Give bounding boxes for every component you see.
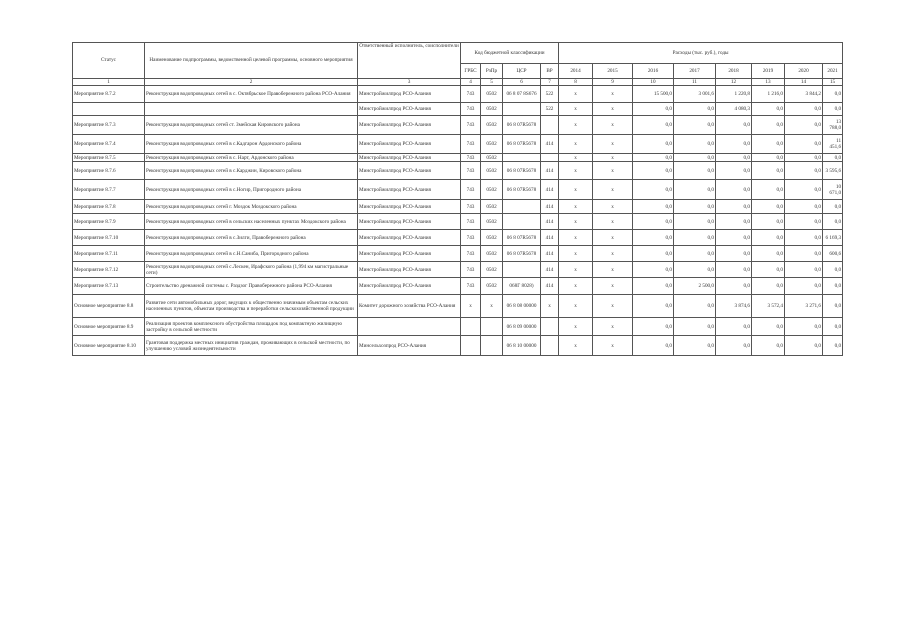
cell-year-value: 0,0 [785, 336, 823, 356]
cell-rzpr: 0502 [481, 86, 503, 103]
cell-grbs: 743 [461, 230, 481, 246]
cell-year-value: x [559, 103, 593, 116]
cell-year-value: 0,0 [716, 162, 752, 180]
cell-year-value: x [593, 262, 633, 278]
cell-status [73, 103, 145, 116]
cell-status: Мероприятие 8.7.10 [73, 230, 145, 246]
cell-name: Реконструкция водопроводных сетей ст. Змейская Кировского района [145, 116, 358, 135]
column-number: 12 [716, 79, 752, 86]
cell-responsible [358, 318, 461, 336]
header-year: 2021 [823, 64, 843, 79]
cell-grbs: 743 [461, 200, 481, 214]
cell-responsible: Минстройжилпрод РСО-Алания [358, 162, 461, 180]
cell-csr: 06 8 08 00000 [503, 295, 541, 318]
cell-year-value: x [559, 262, 593, 278]
cell-vr: x [541, 295, 559, 318]
cell-rzpr [481, 318, 503, 336]
cell-vr: 414 [541, 278, 559, 295]
cell-year-value: 0,0 [752, 262, 785, 278]
cell-year-value: 0,0 [674, 295, 716, 318]
column-number: 2 [145, 79, 358, 86]
cell-year-value: 0,0 [674, 200, 716, 214]
cell-rzpr: 0502 [481, 230, 503, 246]
cell-vr [541, 154, 559, 162]
cell-responsible: Минстройжилпрод РСО-Алания [358, 180, 461, 200]
cell-year-value: 0,0 [785, 318, 823, 336]
header-year: 2015 [593, 64, 633, 79]
cell-grbs: 743 [461, 262, 481, 278]
cell-vr [541, 336, 559, 356]
cell-year-value: x [559, 162, 593, 180]
cell-year-value: 0,0 [823, 154, 843, 162]
table-body [73, 86, 843, 356]
cell-grbs: x [461, 295, 481, 318]
column-number: 15 [823, 79, 843, 86]
cell-year-value: 0,0 [716, 246, 752, 262]
cell-rzpr: 0502 [481, 278, 503, 295]
cell-csr: 06 8 07R5678 [503, 180, 541, 200]
cell-rzpr: 0502 [481, 180, 503, 200]
cell-rzpr [481, 336, 503, 356]
cell-grbs: 743 [461, 180, 481, 200]
cell-year-value: 0,0 [752, 154, 785, 162]
column-number: 10 [633, 79, 674, 86]
cell-year-value: 0,0 [633, 154, 674, 162]
column-number: 14 [785, 79, 823, 86]
cell-grbs [461, 318, 481, 336]
cell-year-value: 0,0 [785, 116, 823, 135]
cell-year-value: 0,0 [785, 200, 823, 214]
cell-year-value: 0,0 [752, 246, 785, 262]
cell-year-value: 0,0 [752, 162, 785, 180]
cell-year-value: 3 271,6 [785, 295, 823, 318]
cell-rzpr: 0502 [481, 214, 503, 230]
cell-year-value: 0,0 [752, 116, 785, 135]
cell-grbs: 743 [461, 103, 481, 116]
cell-year-value: 0,0 [716, 200, 752, 214]
cell-status: Мероприятие 8.7.6 [73, 162, 145, 180]
cell-year-value: 0,0 [674, 318, 716, 336]
cell-grbs: 743 [461, 86, 481, 103]
cell-csr: 06 8 09 00000 [503, 318, 541, 336]
cell-year-value: x [593, 318, 633, 336]
cell-rzpr: 0502 [481, 262, 503, 278]
cell-year-value: 0,0 [674, 116, 716, 135]
cell-year-value: 0,0 [674, 180, 716, 200]
cell-year-value: 0,0 [785, 162, 823, 180]
header-year: 2014 [559, 64, 593, 79]
cell-year-value: 0,0 [633, 103, 674, 116]
cell-year-value: x [593, 336, 633, 356]
cell-year-value: x [593, 135, 633, 154]
cell-vr: 414 [541, 262, 559, 278]
table-row [73, 154, 843, 162]
cell-csr [503, 262, 541, 278]
cell-year-value: x [559, 230, 593, 246]
header-year: 2017 [674, 64, 716, 79]
cell-year-value: x [593, 180, 633, 200]
cell-responsible: Минстройжилпрод РСО-Алания [358, 246, 461, 262]
cell-responsible: Минстройжилпрод РСО-Алания [358, 135, 461, 154]
cell-year-value: 0,0 [752, 200, 785, 214]
cell-status: Мероприятие 8.7.12 [73, 262, 145, 278]
cell-rzpr: 0502 [481, 162, 503, 180]
cell-grbs: 743 [461, 278, 481, 295]
cell-name: Реализация проектов комплексного обустройства площадок под компактную жилищную застройку в сельской местности [145, 318, 358, 336]
cell-responsible: Минстройжилпрод РСО-Алания [358, 103, 461, 116]
cell-year-value: 15 500,0 [633, 86, 674, 103]
cell-year-value: x [559, 86, 593, 103]
cell-year-value: 0,0 [633, 278, 674, 295]
cell-year-value: 0,0 [674, 246, 716, 262]
cell-name: Строительство дренажной системы с. Раздзог Правобережного района РСО-Алания [145, 278, 358, 295]
cell-year-value: 0,0 [674, 162, 716, 180]
cell-year-value: 0,0 [633, 230, 674, 246]
cell-year-value: 0,0 [752, 103, 785, 116]
cell-year-value: 0,0 [633, 135, 674, 154]
cell-status: Мероприятие 8.7.2 [73, 86, 145, 103]
header-csr: ЦСР [503, 64, 541, 79]
cell-year-value: 0,0 [785, 103, 823, 116]
cell-name: Реконструкция водопроводных сетей в сельских населенных пунктах Моздокского района [145, 214, 358, 230]
cell-name: Реконструкция водопроводных сетей с.Лескен, Ирафского района (1,994 км магистральные сети) [145, 262, 358, 278]
cell-name: Реконструкция водопроводных сетей в с.Ногир, Пригородного района [145, 180, 358, 200]
cell-csr [503, 214, 541, 230]
cell-year-value: 0,0 [823, 200, 843, 214]
cell-year-value: 10 671,0 [823, 180, 843, 200]
cell-year-value: 0,0 [633, 262, 674, 278]
header-year: 2018 [716, 64, 752, 79]
cell-year-value: 0,0 [752, 336, 785, 356]
cell-rzpr: 0502 [481, 246, 503, 262]
cell-responsible: Минсельхозпрод РСО-Алания [358, 336, 461, 356]
header-expenses: Расходы (тыс. руб.), годы [559, 43, 843, 64]
cell-vr: 414 [541, 162, 559, 180]
cell-name: Реконструкция водопроводных сетей в с.Кадгарон Ардонского района [145, 135, 358, 154]
cell-csr [503, 103, 541, 116]
header-year: 2019 [752, 64, 785, 79]
cell-rzpr: x [481, 295, 503, 318]
cell-status: Мероприятие 8.7.8 [73, 200, 145, 214]
cell-name: Грантовая поддержка местных инициатив граждан, проживающих в сельской местности, по улучшению условий жизнедеятельности [145, 336, 358, 356]
column-number: 8 [559, 79, 593, 86]
cell-year-value: 0,0 [716, 318, 752, 336]
cell-name: Реконструкция водопроводных сетей г. Моздок Моздокского района [145, 200, 358, 214]
cell-year-value: 0,0 [823, 86, 843, 103]
cell-responsible: Минстройжилпрод РСО-Алания [358, 262, 461, 278]
cell-vr: 414 [541, 230, 559, 246]
column-number: 4 [461, 79, 481, 86]
cell-vr: 414 [541, 214, 559, 230]
cell-year-value: 0,0 [823, 262, 843, 278]
cell-year-value: x [559, 318, 593, 336]
cell-year-value: 0,0 [633, 246, 674, 262]
cell-status: Мероприятие 8.7.3 [73, 116, 145, 135]
cell-grbs: 743 [461, 162, 481, 180]
cell-vr: 414 [541, 180, 559, 200]
cell-year-value: x [593, 200, 633, 214]
header-year: 2020 [785, 64, 823, 79]
cell-responsible: Комитет дорожного хозяйства РСО-Алания [358, 295, 461, 318]
cell-responsible: Минстройжилпрод РСО-Алания [358, 230, 461, 246]
cell-year-value: x [593, 295, 633, 318]
cell-year-value: x [559, 336, 593, 356]
cell-year-value: x [593, 214, 633, 230]
cell-year-value: x [559, 246, 593, 262]
cell-name: Реконструкция водопроводных сетей в с.Карджин, Кировского района [145, 162, 358, 180]
column-numbers-row [73, 79, 843, 86]
cell-year-value: 0,0 [752, 230, 785, 246]
cell-year-value: 0,0 [633, 180, 674, 200]
cell-year-value: 0,0 [785, 154, 823, 162]
table-row [73, 103, 843, 116]
cell-year-value: 0,0 [633, 116, 674, 135]
cell-year-value: 0,0 [674, 154, 716, 162]
cell-csr [503, 200, 541, 214]
cell-year-value: 0,0 [633, 200, 674, 214]
cell-status: Мероприятие 8.7.9 [73, 214, 145, 230]
cell-year-value: x [559, 135, 593, 154]
cell-rzpr: 0502 [481, 154, 503, 162]
cell-year-value: x [593, 230, 633, 246]
table-row [73, 318, 843, 336]
column-number: 9 [593, 79, 633, 86]
column-number: 11 [674, 79, 716, 86]
table-row [73, 278, 843, 295]
cell-year-value: 0,0 [633, 214, 674, 230]
cell-year-value: 0,0 [674, 214, 716, 230]
header-rzpr: РзПр [481, 64, 503, 79]
cell-grbs: 743 [461, 246, 481, 262]
table-row [73, 135, 843, 154]
cell-year-value: x [593, 246, 633, 262]
cell-year-value: 0,0 [785, 180, 823, 200]
cell-year-value: 0,0 [785, 278, 823, 295]
cell-status: Мероприятие 8.7.5 [73, 154, 145, 162]
cell-year-value: 0,0 [674, 262, 716, 278]
cell-year-value: 0,0 [716, 262, 752, 278]
cell-year-value: 0,0 [752, 135, 785, 154]
header-status: Статус [73, 43, 145, 79]
cell-year-value: 0,0 [674, 336, 716, 356]
cell-year-value: 3 844,2 [785, 86, 823, 103]
cell-name: Реконструкция водопроводных сетей в с. Октябрьское Правобережного района РСО-Алания [145, 86, 358, 103]
column-number: 13 [752, 79, 785, 86]
cell-year-value: 0,0 [716, 230, 752, 246]
cell-grbs [461, 336, 481, 356]
cell-status: Мероприятие 8.7.13 [73, 278, 145, 295]
cell-year-value: x [559, 214, 593, 230]
cell-vr: 522 [541, 86, 559, 103]
cell-csr [503, 154, 541, 162]
table-row [73, 200, 843, 214]
cell-status: Мероприятие 8.7.4 [73, 135, 145, 154]
cell-name: Реконструкция водопроводных сетей в с.Н.Саниба, Пригородного района [145, 246, 358, 262]
cell-year-value: x [559, 200, 593, 214]
cell-year-value: x [559, 295, 593, 318]
cell-year-value: 1 216,0 [752, 86, 785, 103]
cell-grbs: 743 [461, 135, 481, 154]
cell-year-value: x [593, 278, 633, 295]
cell-status: Мероприятие 8.7.11 [73, 246, 145, 262]
cell-csr: 06 8 07R5678 [503, 116, 541, 135]
cell-year-value: 0,0 [823, 214, 843, 230]
cell-year-value: 0,0 [752, 180, 785, 200]
cell-year-value: 0,0 [633, 295, 674, 318]
header-responsible: Ответственный исполнитель, соисполнители [358, 43, 461, 79]
cell-year-value: 0,0 [785, 214, 823, 230]
cell-rzpr: 0502 [481, 135, 503, 154]
cell-csr: 06 8 07R5678 [503, 246, 541, 262]
cell-year-value: 0,0 [716, 116, 752, 135]
cell-name: Реконструкция водопроводных сетей в с.Зилги, Правобережного района [145, 230, 358, 246]
cell-year-value: 0,0 [716, 180, 752, 200]
table-row [73, 262, 843, 278]
cell-year-value: 11 451,6 [823, 135, 843, 154]
cell-csr: 06 8 07R5678 [503, 135, 541, 154]
column-number: 1 [73, 79, 145, 86]
header-vr: ВР [541, 64, 559, 79]
cell-year-value: 13 788,0 [823, 116, 843, 135]
cell-year-value: 0,0 [823, 318, 843, 336]
header-name: Наименование подпрограммы, ведомственной целевой программы, основного мероприятия [145, 43, 358, 79]
cell-status: Мероприятие 8.7.7 [73, 180, 145, 200]
cell-rzpr: 0502 [481, 116, 503, 135]
cell-responsible: Минстройжилпрод РСО-Алания [358, 154, 461, 162]
cell-year-value: 600,6 [823, 246, 843, 262]
table-row [73, 246, 843, 262]
cell-year-value: 0,0 [752, 214, 785, 230]
cell-year-value: 0,0 [674, 103, 716, 116]
table-row [73, 86, 843, 103]
cell-vr: 414 [541, 135, 559, 154]
cell-grbs: 743 [461, 214, 481, 230]
cell-name: Развитие сети автомобильных дорог, ведущих к общественно значимым объектам сельских населенных пунктов, объектам производства и переработки сельскохозяйственной продукции [145, 295, 358, 318]
cell-status: Основное мероприятие 8.8 [73, 295, 145, 318]
cell-year-value: 3 595,6 [823, 162, 843, 180]
table-row [73, 162, 843, 180]
cell-year-value: 0,0 [716, 214, 752, 230]
cell-responsible: Минстройжилпрод РСО-Алания [358, 200, 461, 214]
cell-vr [541, 318, 559, 336]
cell-year-value: x [593, 86, 633, 103]
cell-year-value: 0,0 [823, 336, 843, 356]
cell-year-value: 1 220,8 [716, 86, 752, 103]
cell-year-value: x [559, 278, 593, 295]
cell-year-value: 0,0 [785, 262, 823, 278]
cell-year-value: 0,0 [752, 318, 785, 336]
cell-year-value: 0,0 [716, 336, 752, 356]
column-number: 6 [503, 79, 541, 86]
cell-csr: 068Г 8028) [503, 278, 541, 295]
cell-year-value: 3 874,6 [716, 295, 752, 318]
cell-year-value: 3 572,4 [752, 295, 785, 318]
cell-year-value: 0,0 [716, 278, 752, 295]
cell-csr: 06 8 07R5678 [503, 230, 541, 246]
header-grbs: ГРБС [461, 64, 481, 79]
cell-vr: 414 [541, 246, 559, 262]
cell-responsible: Минстройжилпрод РСО-Алания [358, 86, 461, 103]
cell-vr: 414 [541, 200, 559, 214]
table-row [73, 336, 843, 356]
cell-year-value: 0,0 [674, 230, 716, 246]
cell-status: Основное мероприятие 8.9 [73, 318, 145, 336]
cell-year-value: 0,0 [674, 135, 716, 154]
table-row [73, 180, 843, 200]
cell-year-value: x [593, 116, 633, 135]
column-number: 5 [481, 79, 503, 86]
cell-rzpr: 0502 [481, 200, 503, 214]
column-number: 3 [358, 79, 461, 86]
cell-year-value: x [559, 116, 593, 135]
header-year: 2016 [633, 64, 674, 79]
cell-responsible: Минстройжилпрод РСО-Алания [358, 214, 461, 230]
cell-grbs: 743 [461, 116, 481, 135]
column-number: 7 [541, 79, 559, 86]
cell-year-value: 0,0 [823, 295, 843, 318]
cell-year-value: 0,0 [633, 162, 674, 180]
cell-year-value: 4 080,3 [716, 103, 752, 116]
cell-year-value: 0,0 [633, 318, 674, 336]
cell-year-value: 3 001,6 [674, 86, 716, 103]
cell-name [145, 103, 358, 116]
cell-year-value: 0,0 [785, 135, 823, 154]
budget-table [72, 42, 843, 356]
table-row [73, 116, 843, 135]
cell-year-value: 0,0 [752, 278, 785, 295]
cell-year-value: 6 169,3 [823, 230, 843, 246]
cell-responsible: Минстройжилпрод РСО-Алания [358, 116, 461, 135]
cell-year-value: 0,0 [716, 154, 752, 162]
cell-year-value: 2 500,0 [674, 278, 716, 295]
cell-year-value: 0,0 [633, 336, 674, 356]
cell-year-value: x [593, 103, 633, 116]
cell-year-value: 0,0 [823, 103, 843, 116]
cell-grbs: 743 [461, 154, 481, 162]
cell-csr: 06 8 07 8S676 [503, 86, 541, 103]
cell-vr: 522 [541, 103, 559, 116]
cell-year-value: 0,0 [785, 246, 823, 262]
cell-year-value: 0,0 [823, 278, 843, 295]
header-budget-code: Код бюджетной классификации [461, 43, 559, 64]
cell-responsible: Минстройжилпрод РСО-Алания [358, 278, 461, 295]
cell-vr [541, 116, 559, 135]
cell-status: Основное мероприятие 8.10 [73, 336, 145, 356]
cell-year-value: 0,0 [716, 135, 752, 154]
table-row [73, 295, 843, 318]
table-row [73, 214, 843, 230]
cell-year-value: x [559, 180, 593, 200]
cell-csr: 06 8 07R5678 [503, 162, 541, 180]
cell-csr: 06 8 10 00000 [503, 336, 541, 356]
cell-rzpr: 0502 [481, 103, 503, 116]
cell-year-value: x [593, 154, 633, 162]
cell-name: Реконструкция водопроводных сетей в с. Нарт, Ардонского района [145, 154, 358, 162]
cell-year-value: x [559, 154, 593, 162]
cell-year-value: x [593, 162, 633, 180]
cell-year-value: 0,0 [785, 230, 823, 246]
table-row [73, 230, 843, 246]
